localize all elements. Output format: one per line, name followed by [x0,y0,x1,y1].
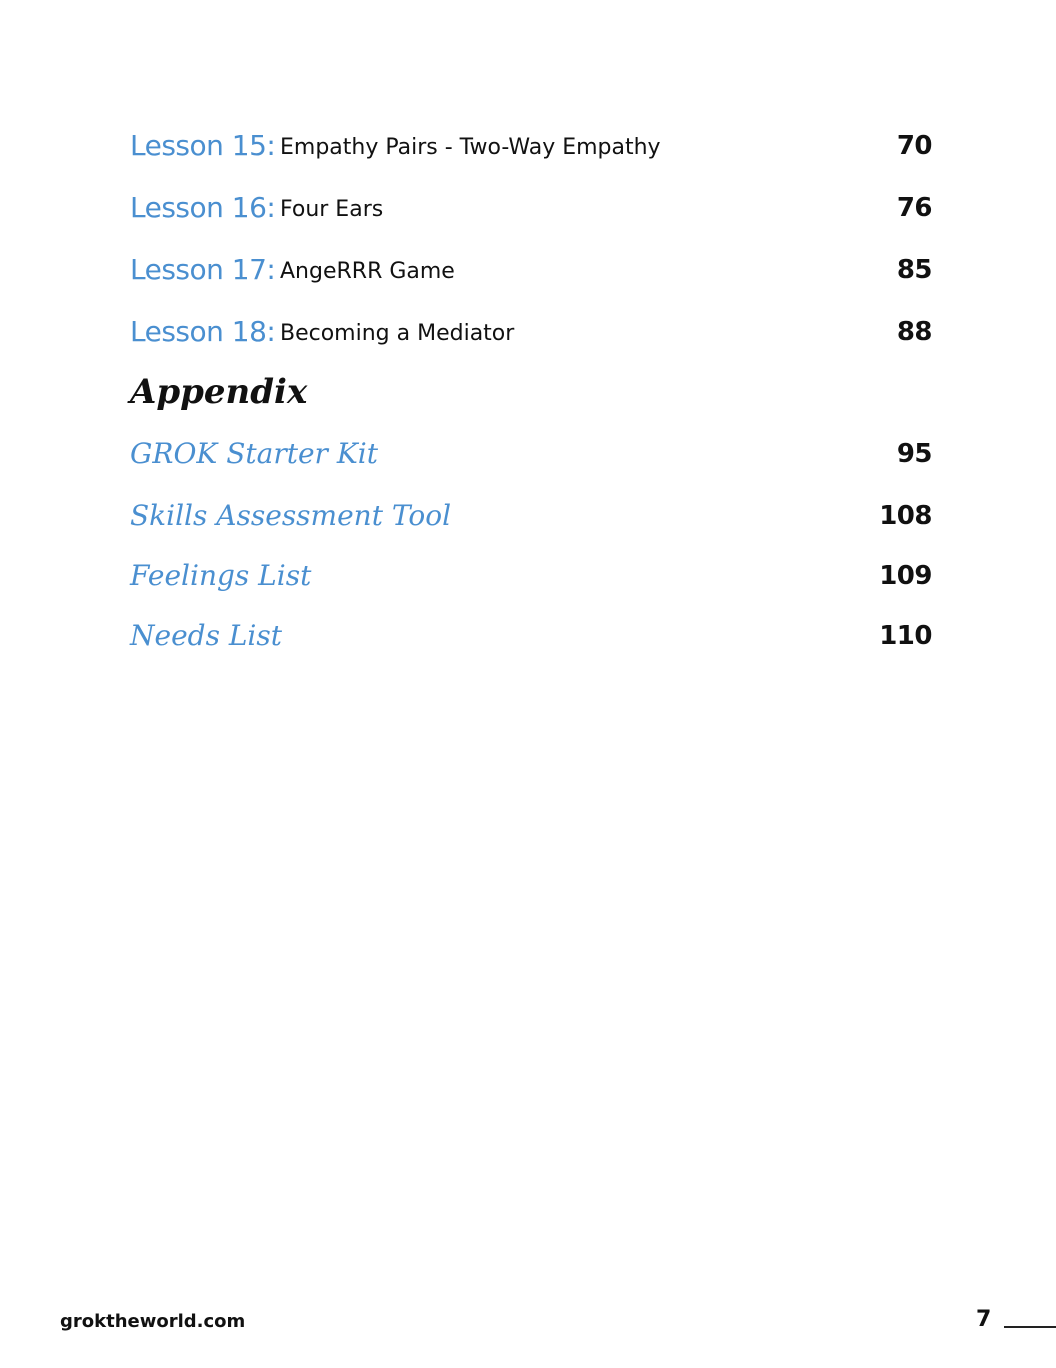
toc-entry-lesson-18[interactable] [130,312,932,352]
lesson-label: Lesson 15: [130,129,276,162]
page-number: 109 [879,561,932,591]
lesson-label: Lesson 16: [130,191,276,224]
page-number: 88 [896,317,932,347]
appendix-item-title: Feelings List [130,559,312,592]
lesson-title: Empathy Pairs - Two-Way Empathy [280,135,661,160]
page-number: 76 [896,193,932,223]
footer-rule [1004,1326,1056,1328]
toc-entry-skills-assessment-tool[interactable] [130,496,932,536]
toc-entry-grok-starter-kit[interactable] [130,434,932,474]
page-number: 95 [896,439,932,469]
lesson-title: AngeRRR Game [280,259,455,284]
toc-entry-feelings-list[interactable] [130,556,932,596]
appendix-item-title: Skills Assessment Tool [130,499,452,532]
page-number: 70 [896,131,932,161]
lesson-label: Lesson 17: [130,253,276,286]
appendix-item-title: GROK Starter Kit [130,437,378,470]
appendix-heading: Appendix [130,372,308,412]
page-number: 85 [896,255,932,285]
page-number: 108 [879,501,932,531]
lesson-title: Four Ears [280,197,384,222]
lesson-title: Becoming a Mediator [280,321,515,346]
appendix-item-title: Needs List [130,619,283,652]
toc-entry-needs-list[interactable] [130,616,932,656]
lesson-label: Lesson 18: [130,315,276,348]
page-number: 110 [879,621,932,651]
footer-website: groktheworld.com [60,1311,246,1332]
toc-entry-lesson-16[interactable] [130,188,932,228]
footer-page-number: 7 [976,1307,992,1332]
toc-entry-lesson-17[interactable] [130,250,932,290]
toc-entry-lesson-15[interactable] [130,126,932,166]
